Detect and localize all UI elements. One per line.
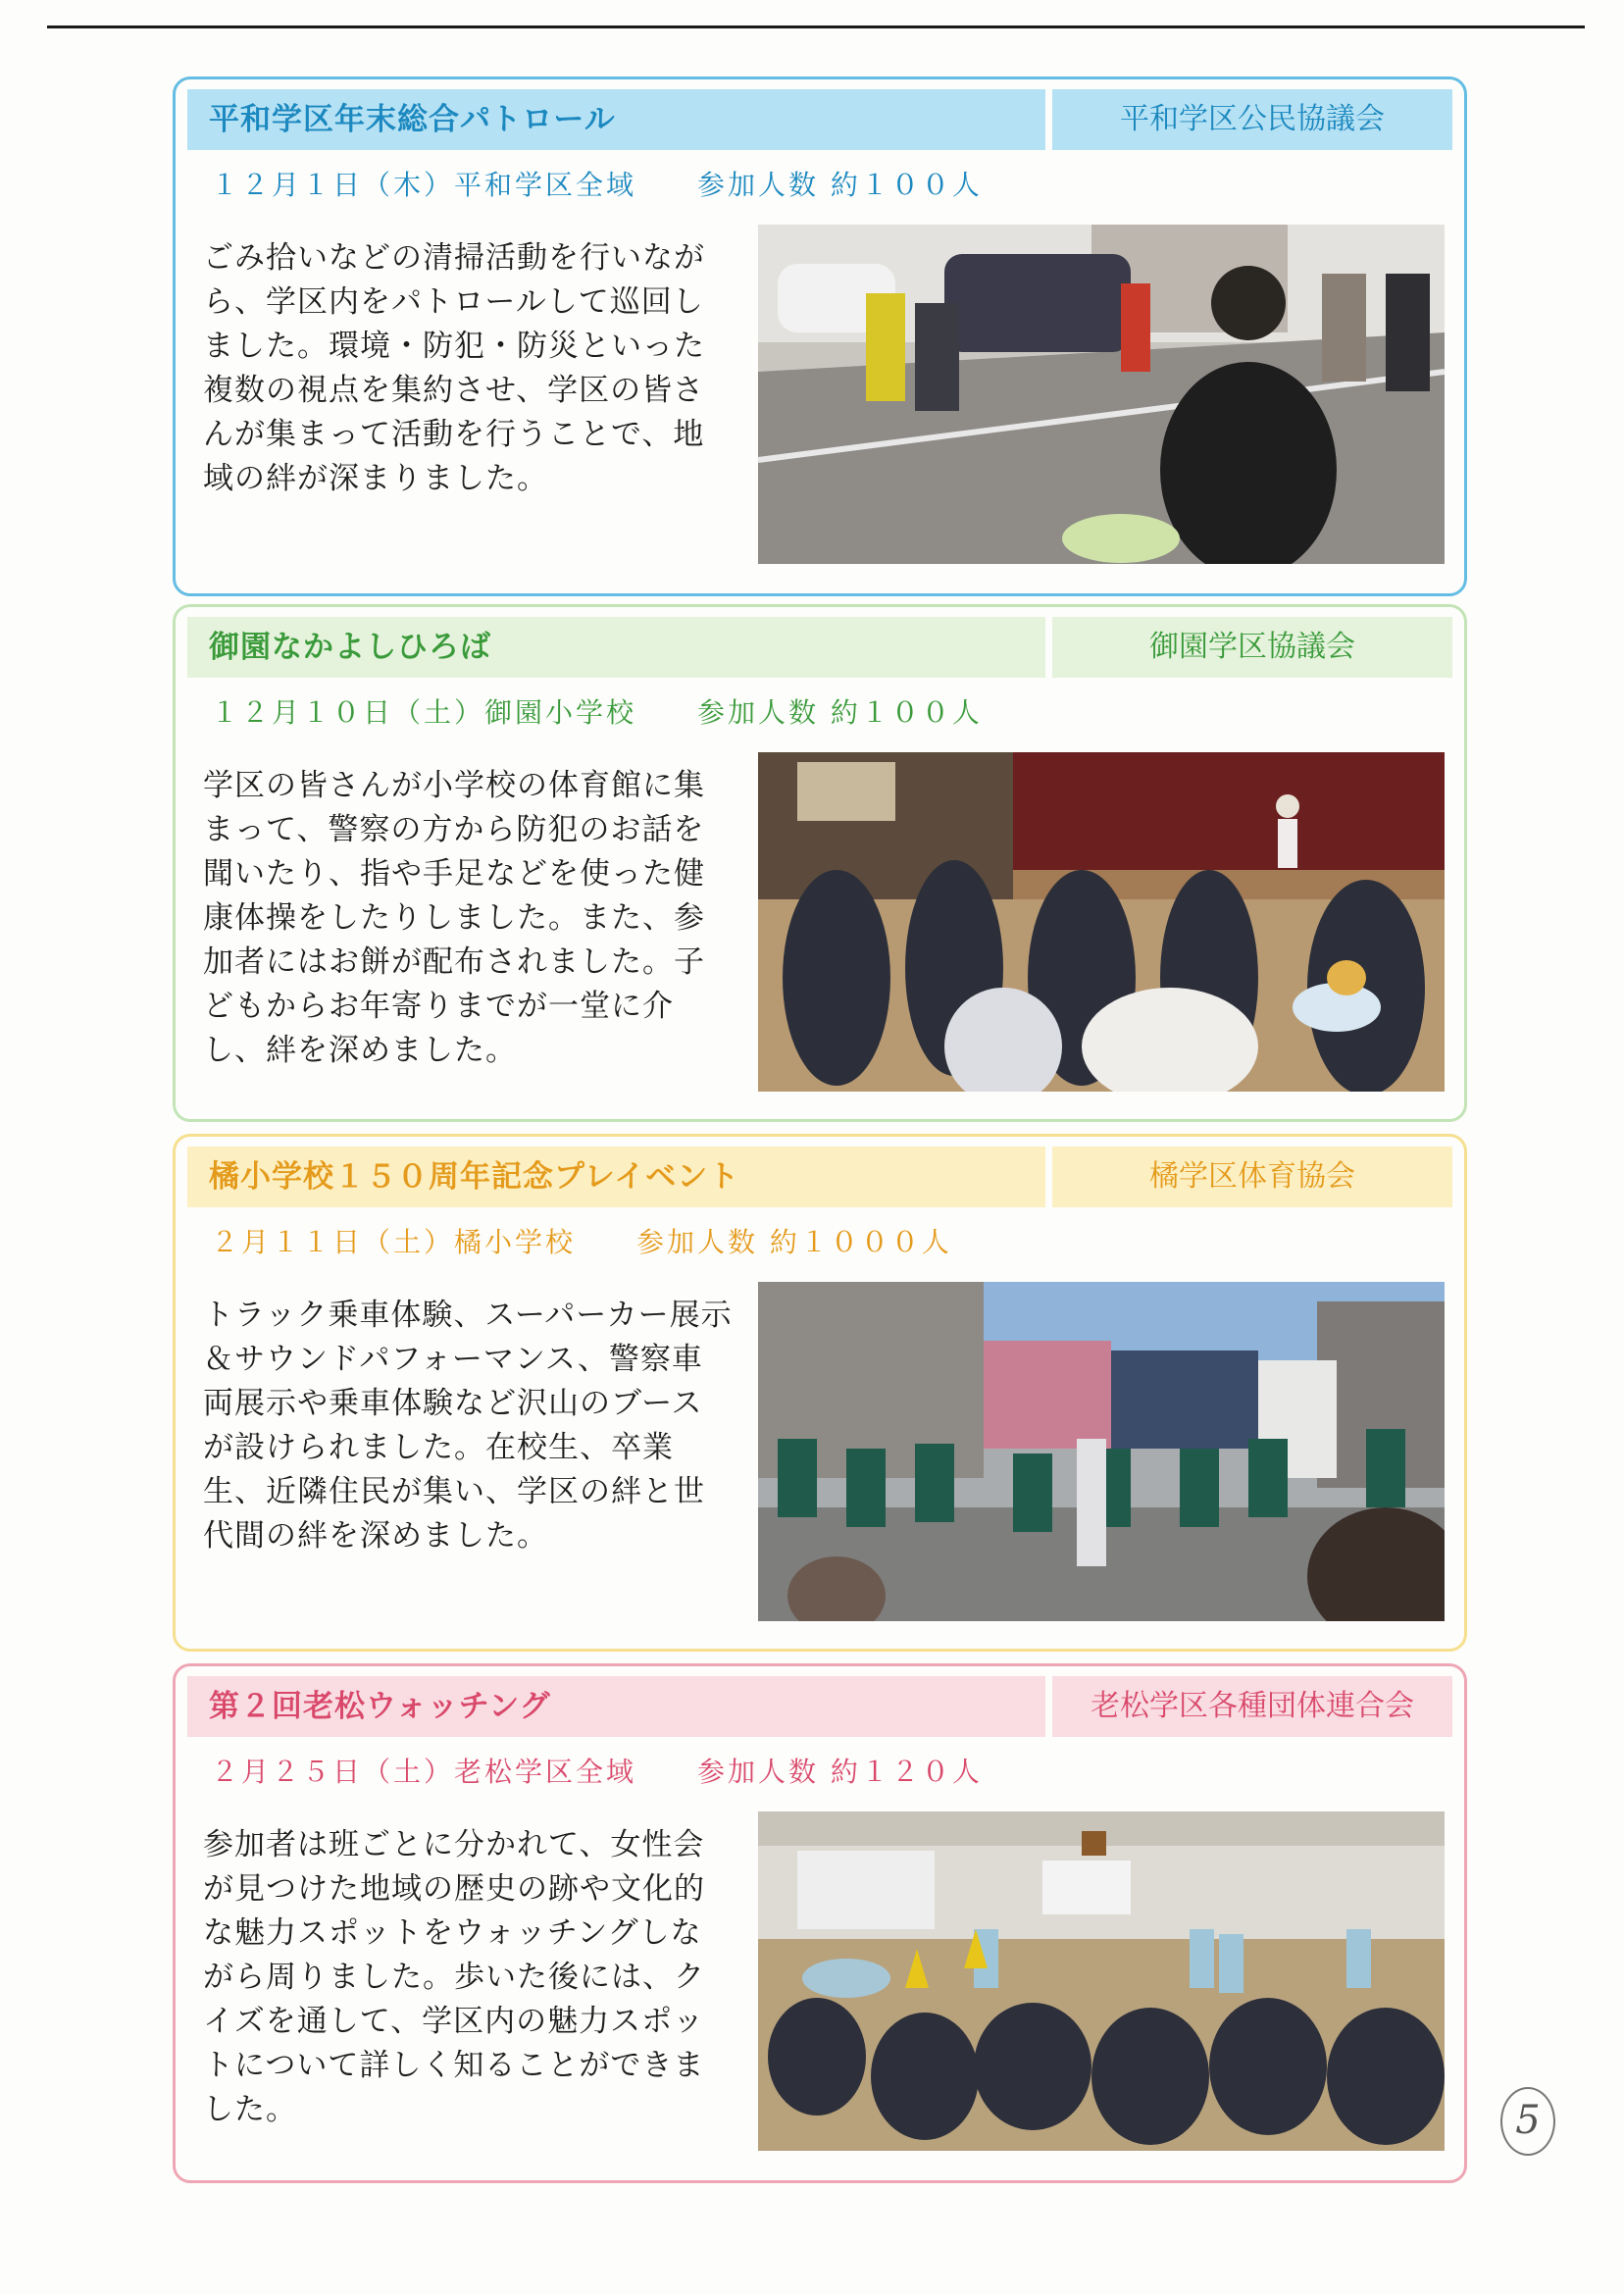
event-title: 平和学区年末総合パトロール bbox=[187, 89, 1045, 150]
gym-exercise-photo bbox=[758, 752, 1445, 1092]
event-section-misono bbox=[173, 604, 1467, 1122]
event-date-line: １２月１日（木）平和学区全域 参加人数 約１００人 bbox=[211, 169, 983, 201]
event-section-tachibana bbox=[173, 1134, 1467, 1652]
event-description: トラック乗車体験、スーパーカー展示＆サウンドパフォーマンス、警察車両展示や乗車体験など沢山のブースが設けられました。在校生、卒業生、近隣住民が集い、学区の絆と世代間の絆を深めました。 bbox=[203, 1298, 733, 1554]
event-description: ごみ拾いなどの清掃活動を行いながら、学区内をパトロールして巡回しました。環境・防犯・防災といった複数の視点を集約させ、学区の皆さんが集まって活動を行うことで、地域の絆が深まりました。 bbox=[203, 240, 705, 496]
event-organizer: 老松学区各種団体連合会 bbox=[1052, 1676, 1452, 1737]
event-description: 参加者は班ごとに分かれて、女性会が見つけた地域の歴史の跡や文化的な魅力スポットをウォッチングしながら周りました。歩いた後には、クイズを通して、学区内の魅力スポットについて詳しく知ることができました。 bbox=[203, 1827, 705, 2127]
event-organizer: 平和学区公民協議会 bbox=[1052, 89, 1452, 150]
quiz-gathering-photo bbox=[758, 1811, 1445, 2151]
event-title: 橘小学校１５０周年記念プレイベント bbox=[187, 1147, 1045, 1207]
brass-band-photo bbox=[758, 1282, 1445, 1621]
page-number: 5 bbox=[1500, 2087, 1555, 2156]
event-title: 第２回老松ウォッチング bbox=[187, 1676, 1045, 1737]
event-section-oimatsu bbox=[173, 1663, 1467, 2183]
event-title: 御園なかよしひろば bbox=[187, 617, 1045, 678]
event-date-line: １２月１０日（土）御園小学校 参加人数 約１００人 bbox=[211, 696, 983, 729]
event-description: 学区の皆さんが小学校の体育館に集まって、警察の方から防犯のお話を聞いたり、指や手足などを使った健康体操をしたりしました。また、参加者にはお餅が配布されました。子どもからお年寄りまでが一堂に介し、絆を深めました。 bbox=[203, 768, 705, 1068]
top-rule bbox=[47, 25, 1585, 28]
event-organizer: 橘学区体育協会 bbox=[1052, 1147, 1452, 1207]
event-section-heiwa bbox=[173, 76, 1467, 596]
event-organizer: 御園学区協議会 bbox=[1052, 617, 1452, 678]
street-patrol-photo bbox=[758, 225, 1445, 564]
event-date-line: ２月２５日（土）老松学区全域 参加人数 約１２０人 bbox=[211, 1756, 983, 1788]
event-date-line: ２月１１日（土）橘小学校 参加人数 約１０００人 bbox=[211, 1226, 952, 1258]
